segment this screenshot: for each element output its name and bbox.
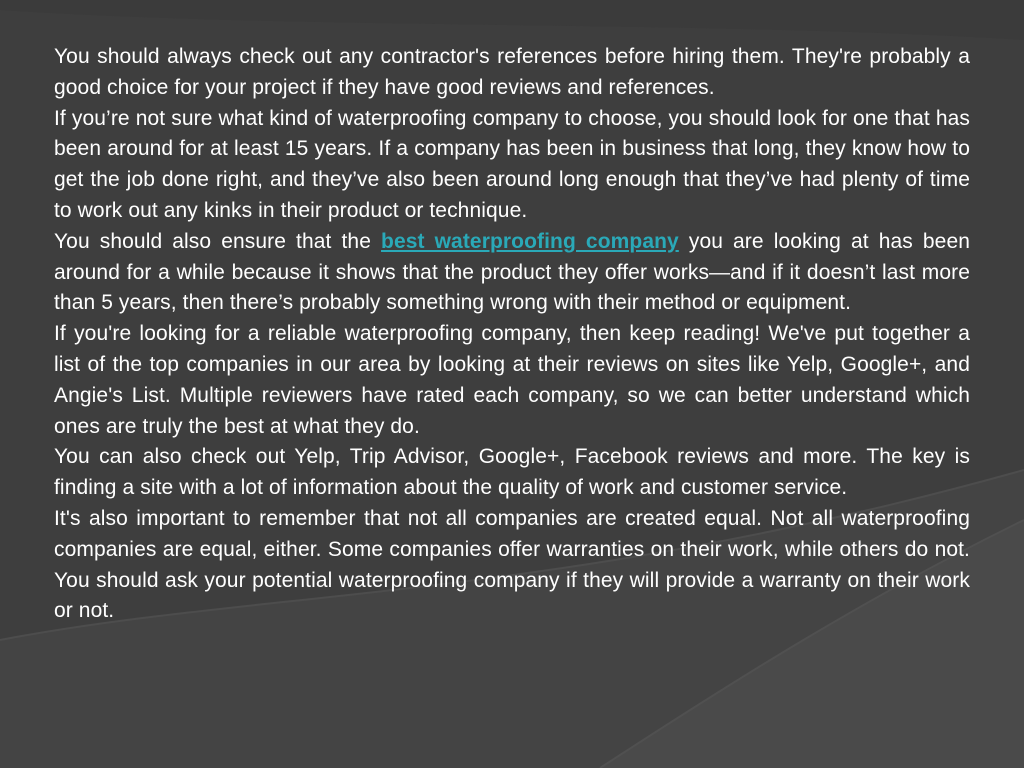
best-waterproofing-company-link[interactable]: best waterproofing company [381,229,679,253]
paragraph-reviews: If you're looking for a reliable waterproofing company, then keep reading! We've put together a list of the top companies in our area by looking at their reviews on sites like Yelp, Google+, and Angie's List. Multiple reviewers have rated each company, so we can better understand which ones are truly the best at what they do. [54,322,970,438]
paragraph-warranty: It's also important to remember that not all companies are created equal. Not all waterproofing companies are equal, either. Some companies offer warranties on their work, while others do not. You should ask your potential waterproofing company if they will provide a warranty on their work or not. [54,506,970,623]
paragraph-review-sites: You can also check out Yelp, Trip Advisor, Google+, Facebook reviews and more. The key is finding a site with a lot of information about the quality of work and customer service. [54,445,970,500]
paragraph-longevity [54,227,970,319]
paragraph-experience: If you’re not sure what kind of waterproofing company to choose, you should look for one that has been around for at least 15 years. If a company has been in business that long, they know how to get the job done right, and they’ve also been around long enough that they’ve had plenty of time to work out any kinks in their product or technique. [54,106,970,222]
slide-body-text [54,42,970,627]
paragraph-longevity-start: You should also ensure that the [54,229,382,253]
paragraph-longevity-end: you are looking at has been around for a while because it shows that the product they offer works—and if it doesn’t last more than 5 years, then there’s probably something wrong with their method or equipment. [54,229,971,315]
paragraph-references: You should always check out any contractor's references before hiring them. They're probably a good choice for your project if they have good reviews and references. [54,45,970,99]
